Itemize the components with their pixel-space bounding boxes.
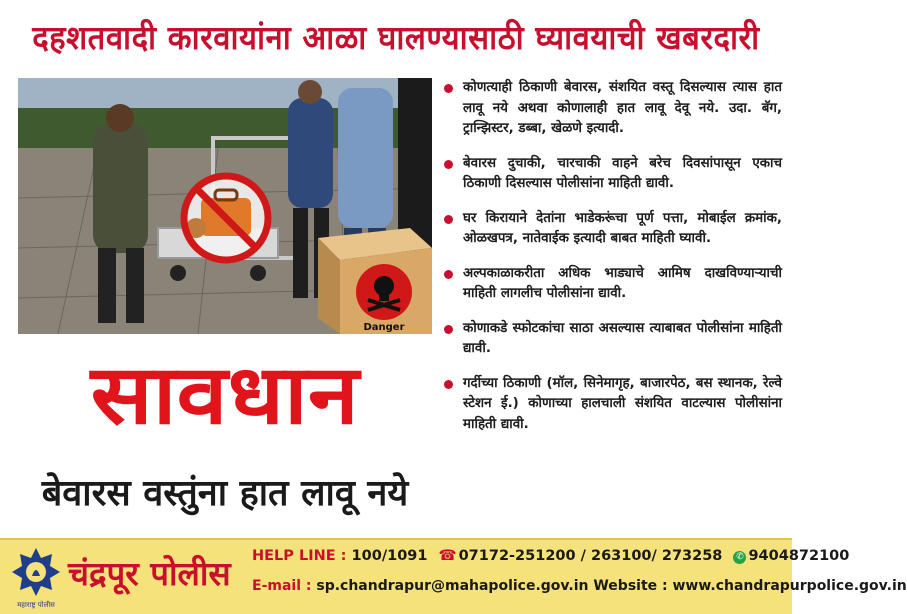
safety-rules-list xyxy=(444,78,782,530)
bullet-icon xyxy=(444,380,458,389)
footer xyxy=(0,538,907,614)
helpline-row xyxy=(252,548,849,564)
whatsapp-icon: ✆ xyxy=(733,551,746,564)
warning-text: सावधान xyxy=(90,347,360,443)
list-item xyxy=(444,209,782,250)
list-item xyxy=(444,264,782,305)
org-name: चंद्रपूर पोलीस xyxy=(68,554,231,593)
warning-heading xyxy=(18,340,432,450)
subtitle-text: बेवारस वस्तुंना हात लावू नये xyxy=(41,472,409,514)
website-link[interactable]: www.chandrapurpolice.gov.in xyxy=(672,578,907,594)
danger-box xyxy=(318,228,432,334)
rule-text: कोणाकडे स्फोटकांचा साठा असल्यास त्याबाबत पोलीसांना माहिती द्यावी. xyxy=(463,320,782,356)
bullet-icon xyxy=(444,160,458,169)
rule-text: गर्दीच्या ठिकाणी (मॉल, सिनेमागृह, बाजारपेठ, बस स्थानक, रेल्वे स्टेशन ई.) कोणाच्या हालचाली संशयित वाटल्यास पोलीसांना माहिती द्यावी. xyxy=(463,375,782,432)
phone-icon: ☎ xyxy=(438,548,457,564)
helpline-numbers: 100/1091 xyxy=(351,548,428,564)
badge-text: महाराष्ट्र पोलीस xyxy=(17,601,55,609)
list-item xyxy=(444,154,782,195)
contact-row xyxy=(252,578,907,594)
danger-skull-icon xyxy=(356,264,412,320)
whatsapp-number: 9404872100 xyxy=(748,548,850,564)
bullet-icon xyxy=(444,325,458,334)
bullet-icon xyxy=(444,215,458,224)
website-label: Website : xyxy=(593,578,668,594)
helpline-label: HELP LINE : xyxy=(252,548,347,564)
rule-text: बेवारस दुचाकी, चारचाकी वाहने बरेच दिवसांपासून एकाच ठिकाणी दिसल्यास पोलीसांना माहिती द्यावी. xyxy=(463,155,782,191)
header xyxy=(0,8,792,68)
page-title: दहशतवादी कारवायांना आळा घालण्यासाठी घ्यावयाची खबरदारी xyxy=(32,18,760,57)
danger-label: Danger xyxy=(363,322,405,333)
list-item xyxy=(444,78,782,140)
email-label: E-mail : xyxy=(252,578,312,594)
subtitle xyxy=(0,458,450,528)
rule-text: घर किरायाने देतांना भाडेकरूंचा पूर्ण पत्ता, मोबाईल क्रमांक, ओळखपत्र, नातेवाईक इत्यादी बाबत माहिती घ्यावी. xyxy=(463,210,782,246)
airport-photo xyxy=(18,78,432,334)
email-link[interactable]: sp.chandrapur@mahapolice.gov.in xyxy=(316,578,589,594)
list-item xyxy=(444,319,782,360)
list-item xyxy=(444,374,782,436)
phone-numbers: 07172-251200 / 263100/ 273258 xyxy=(458,548,723,564)
bullet-icon xyxy=(444,270,458,279)
bullet-icon xyxy=(444,84,458,93)
police-badge-icon xyxy=(8,544,64,610)
rule-text: अल्पकाळाकरीता अधिक भाड्याचे आमिष दाखविण्याऱ्याची माहिती लागलीच पोलीसांना द्यावी. xyxy=(463,265,782,301)
rule-text: कोणत्याही ठिकाणी बेवारस, संशयित वस्तू दिसल्यास त्यास हात लावू नये अथवा कोणालाही हात लावू देवू नये. उदा. बॅग, ट्रान्झिस्टर, डब्बा, खेळणे इत्यादी. xyxy=(463,80,782,136)
prohibited-bag-icon xyxy=(184,176,268,260)
